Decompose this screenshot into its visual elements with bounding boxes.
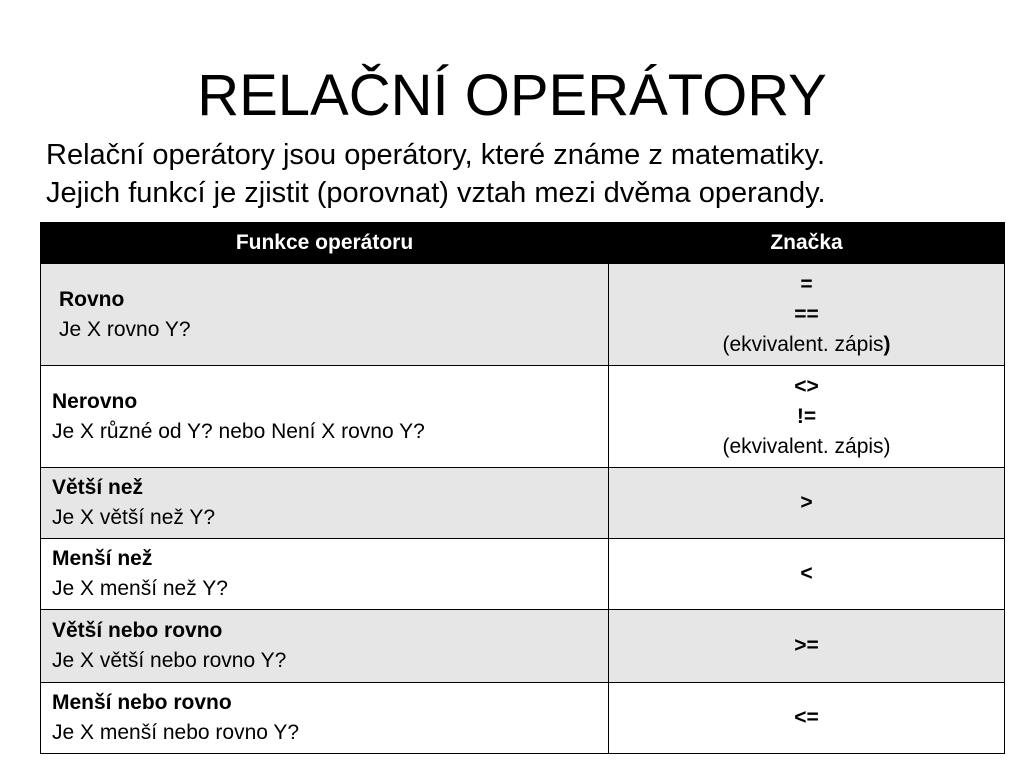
symbol-note-end: ) (883, 332, 891, 356)
operator-name: Menší nebo rovno (52, 691, 232, 714)
header-symbol: Značka (609, 223, 1005, 264)
operator-symbol-cell (609, 468, 1005, 539)
operator-symbol-alt: == (794, 302, 819, 326)
symbol-note (609, 330, 1004, 360)
operator-description (41, 366, 609, 468)
symbol-note: (ekvivalent. zápis) (722, 434, 891, 458)
operator-symbol: <> (794, 374, 819, 398)
intro-line-1: Relační operátory jsou operátory, které známe z matematiky. (46, 139, 826, 171)
table-row-not-equal (41, 366, 1005, 468)
operator-description (41, 610, 609, 683)
table-row-less-or-equal (41, 683, 1005, 754)
operator-name: Větší než (52, 476, 144, 499)
symbol-note-text: (ekvivalent. zápis (722, 332, 884, 356)
table-row-greater (41, 468, 1005, 539)
operator-symbol: < (800, 562, 813, 585)
header-function: Funkce operátoru (41, 223, 609, 264)
table-row-greater-or-equal (41, 610, 1005, 683)
table-row-less (41, 539, 1005, 610)
operator-description (41, 683, 609, 754)
operators-table (40, 222, 1005, 754)
operator-name: Větší nebo rovno (52, 619, 223, 642)
intro-line-2: Jejich funkcí je zjistit (porovnat) vztah mezi dvěma operandy. (46, 177, 826, 209)
operator-question: Je X větší nebo rovno Y? (52, 649, 287, 672)
operator-description (41, 468, 609, 539)
table-row-equal (41, 264, 1005, 366)
operator-description (41, 539, 609, 610)
operator-symbol: > (800, 491, 813, 514)
operator-symbol-cell (609, 610, 1005, 683)
operator-symbol: = (800, 272, 813, 296)
operator-name: Rovno (59, 287, 125, 311)
operator-question: Je X menší nebo rovno Y? (52, 721, 300, 744)
operator-symbol-cell (609, 366, 1005, 468)
intro-text (46, 136, 1006, 212)
operator-symbol-alt: != (796, 404, 817, 428)
operator-symbol-cell (609, 264, 1005, 366)
operator-symbol: <= (794, 706, 819, 729)
operator-symbol-cell (609, 539, 1005, 610)
operator-question: Je X menší než Y? (52, 577, 228, 600)
operator-question: Je X různé od Y? nebo Není X rovno Y? (52, 419, 425, 443)
operator-symbol: >= (794, 634, 819, 657)
operator-symbol-cell (609, 683, 1005, 754)
operator-question: Je X rovno Y? (59, 317, 191, 341)
operator-question: Je X větší než Y? (52, 506, 216, 529)
operator-name: Menší než (52, 547, 153, 570)
operator-description (41, 264, 609, 366)
table-header-row (41, 223, 1005, 264)
slide-title: RELAČNÍ OPERÁTORY (197, 63, 827, 128)
operator-name: Nerovno (52, 389, 138, 413)
